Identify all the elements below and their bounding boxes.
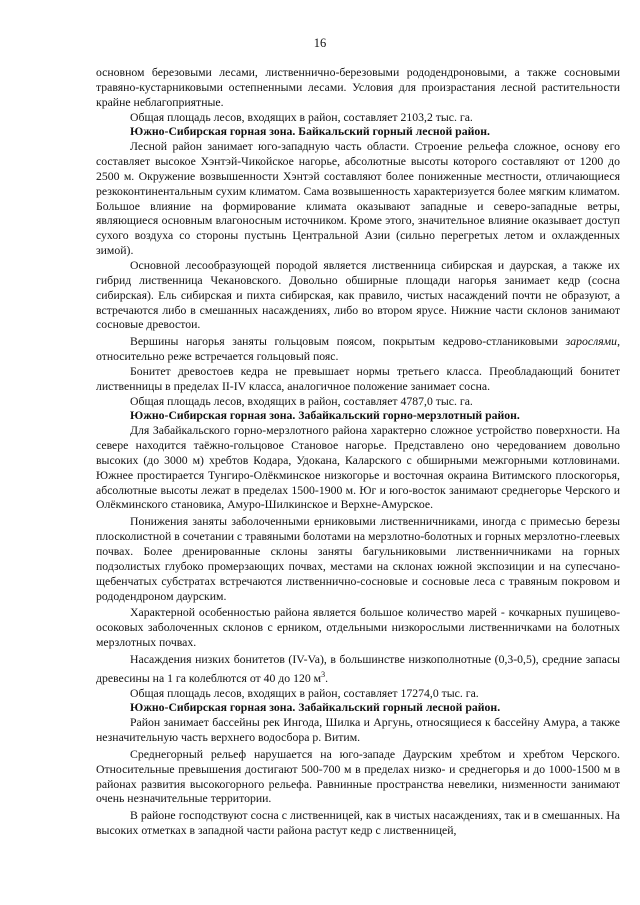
- paragraph-mari: Характерной особенностью района является большое количество марей - кочкарных пушицево-осоковых заболоченных склонов с ерником, отдельными низкорослыми лиственничками на болотных мерзлотных почвах.: [96, 606, 620, 650]
- section-heading-permafrost: Южно-Сибирская горная зона. Забайкальский горно-мерзлотный район.: [130, 409, 520, 423]
- paragraph-relief-permafrost: Для Забайкальского горно-мерзлотного района характерно сложное устройство поверхности. На севере находится таёжно-гольцовое Становое нагорье. Представлено оно чередованием довольно высоких (до 3000 м) хребтов Кодара, Удокана, Каларского с обширными межгорными котловинами. Южнее простирается Тунгиро-Олёкминское низкогорье и восточная окраина Витимского плоскогорья, абсолютные высоты лежат в пределах 1500-1900 м. Юг и юго-восток занимают среднегорье Черского и Олёкминского становика, Амуро-Шилкинское и Верхне-Амурское.: [96, 424, 620, 512]
- paragraph-stands: [96, 653, 620, 687]
- paragraph-continuation: основном березовыми лесами, лиственнично-березовыми рододендроновыми, а также сосновыми травяно-кустарниковыми остепненными лесами. Условия для произрастания лесной растительности крайне неблагоприятные.: [96, 66, 620, 109]
- paragraph-forest-area-2: Общая площадь лесов, входящих в район, составляет 4787,0 тыс. га.: [130, 394, 473, 408]
- paragraph-lowlands: Понижения заняты заболоченными ерниковыми лиственничниками, иногда с примесью березы плосколистной в сочетании с травяными болотами на мерзлотно-болотных и горных мерзлотно-глеевых почвах. Более дренированные склоны заняты багульниковыми лиственничниками на горных подзолистых глубоко промерзающих почвах, местами на склонах южной экспозиции и на супесчано-щебенчатых субстратах встречаются лиственнично-сосновые и сосновые леса с травяным покровом и рододендроном даурским.: [96, 515, 620, 603]
- stands-text-b: .: [325, 671, 329, 685]
- paragraph-relief-baikal: Лесной район занимает юго-западную часть области. Строение рельефа сложное, основу его составляет высокое Хэнтэй-Чикойское нагорье, абсолютные высоты которого составляют от 1200 до 2500 м. Окружение возвышенности Хэнтэй составляют более пониженные местности, отличающиеся резкоконтинентальным сухим климатом. Сама возвышенность характеризуется более мягким климатом. Большое влияние на формирование климата оказывают западные и северо-западные ветры, являющиеся основным влагоносным источником. Кроме этого, значительное влияние оказывает доступ сухого воздуха со стороны пустынь Центральной Азии (сильно перегретых летом и охлажденных зимой).: [96, 140, 620, 258]
- page-number: 16: [313, 36, 327, 50]
- paragraph-dominant-species: В районе господствуют сосна с лиственницей, как в чистых насаждениях, так и в смешанных. На высоких отметках в западной части района растут кедр с лиственницей,: [96, 809, 620, 838]
- paragraph-midmountain: Среднегорный рельеф нарушается на юго-западе Даурским хребтом и хребтом Черского. Относительные превышения достигают 500-700 м в пределах низко- и среднегорья и до 1000-1500 м в районах развития высокогорного рельефа. Равнинные пространства невелики, низменности занимают очень незначительные территории.: [96, 747, 620, 806]
- summits-text-a: Вершины нагорья заняты гольцовым поясом, покрытым кедрово-стланиковыми: [130, 335, 566, 349]
- paragraph-forest-area-1: Общая площадь лесов, входящих в район, составляет 2103,2 тыс. га.: [130, 110, 473, 124]
- paragraph-basins: Район занимает бассейны рек Ингода, Шилка и Аргунь, относящиеся к бассейну Амура, а также незначительную часть верхнего водосбора р. Витим.: [96, 716, 620, 745]
- summits-text-c: , относительно реже встречается гольцовый пояс.: [96, 335, 620, 364]
- stands-text-a: Насаждения низких бонитетов (IV-Va), в большинстве низкополнотные (0,3-0,5), средние запасы древесины на 1 га колеблются от 40 до 120 м: [96, 652, 620, 685]
- paragraph-bonitet: Бонитет древостоев кедра не превышает нормы третьего класса. Преобладающий бонитет лиственницы в пределах II-IV класса, аналогичное положение занимает сосна.: [96, 364, 620, 393]
- paragraph-forest-area-3: Общая площадь лесов, входящих в район, составляет 17274,0 тыс. га.: [130, 686, 479, 700]
- section-heading-baikal: Южно-Сибирская горная зона. Байкальский горный лесной район.: [130, 125, 490, 139]
- section-heading-zabaikal-mountain: Южно-Сибирская горная зона. Забайкальский горный лесной район.: [130, 701, 501, 715]
- paragraph-species-baikal: Основной лесообразующей породой является лиственница сибирская и даурская, а также их гибрид лиственница Чекановского. Довольно обширные площади нагорья занимает кедр (сосна сибирская). Ель сибирская и пихта сибирская, как правило, чистых насаждений почти не образуют, а встречаются либо в смешанных насаждениях, либо во втором ярусе. Нижние части склонов занимают сосновые древостои.: [96, 258, 620, 332]
- stands-superscript: 3: [321, 669, 326, 679]
- summits-text-italic: зарослями: [565, 335, 618, 349]
- document-body: [96, 66, 620, 839]
- paragraph-summits: [96, 335, 620, 365]
